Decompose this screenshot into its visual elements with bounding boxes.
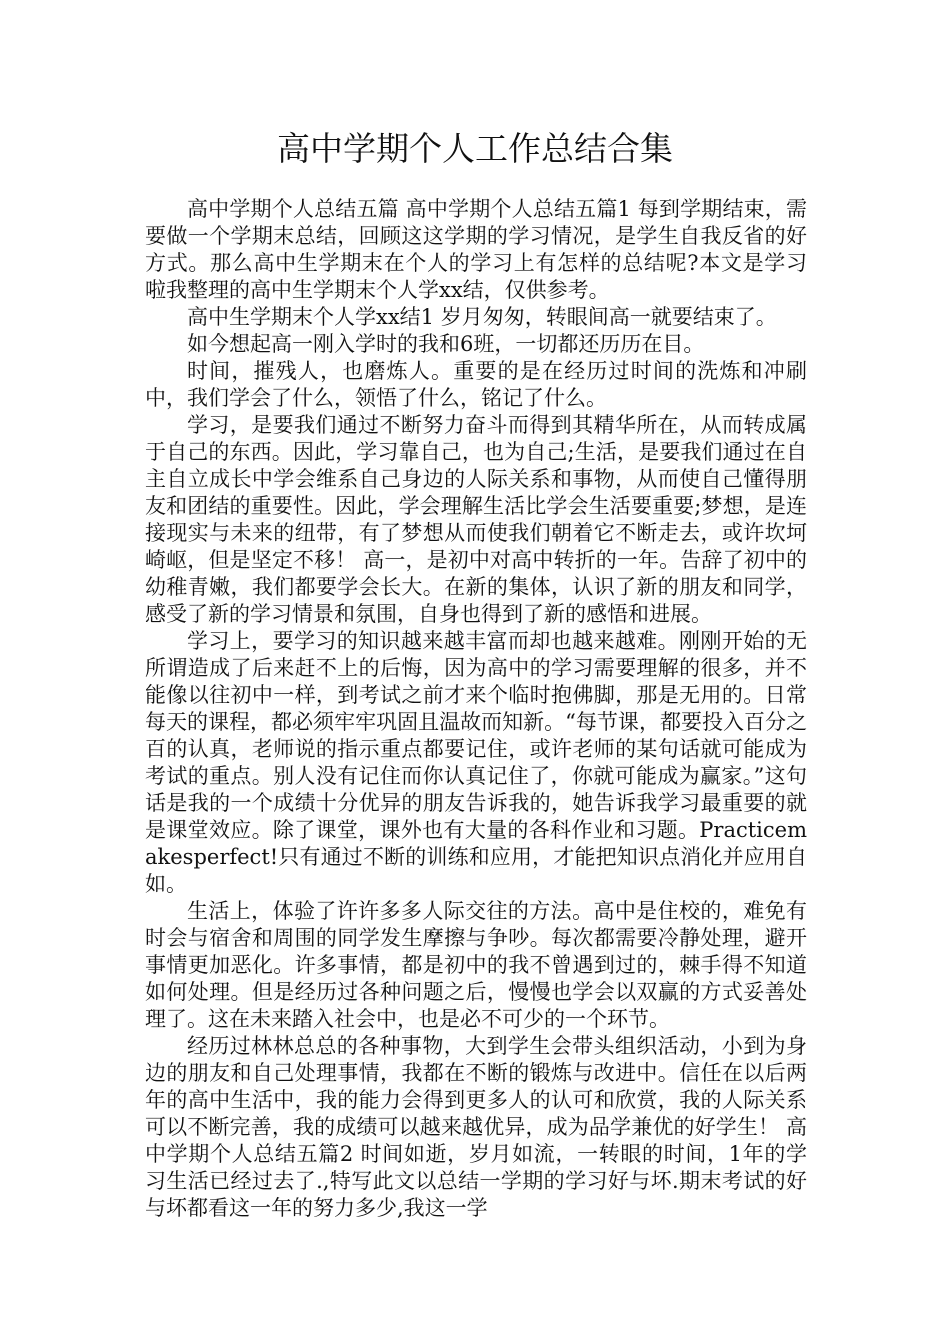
document-body bbox=[145, 196, 807, 1222]
paragraph: 如今想起高一刚入学时的我和6班，一切都还历历在目。 bbox=[187, 332, 705, 356]
paragraph: 学习上，要学习的知识越来越丰富而却也越来越难。刚刚开始的无所谓造成了后来赶不上的后悔，因为高中的学习需要理解的很多，并不能像以往初中一样，到考试之前才来个临时抱佛脚，那是无用的。日常每天的课程，都必须牢牢巩固且温故而知新。“每节课，都要投入百分之百的认真，老师说的指示重点都要记住，或许老师的某句话就可能成为考试的重点。别人没有记住而你认真记住了，你就可能成为赢家。”这句话是我的一个成绩十分优异的朋友告诉我的，她告诉我学习最重要的就是课堂效应。除了课堂，课外也有大量的各科作业和习题。Practicemakesperfect!只有通过不断的训练和应用，才能把知识点消化并应用自如。 bbox=[145, 629, 807, 896]
paragraph: 经历过林林总总的各种事物，大到学生会带头组织活动，小到为身边的朋友和自己处理事情，我都在不断的锻炼与改进中。信任在以后两年的高中生活中，我的能力会得到更多人的认可和欣赏，我的人际关系可以不断完善，我的成绩可以越来越优异，成为品学兼优的好学生！ 高中学期个人总结五篇2 时间如逝，岁月如流，一转眼的时间，1年的学习生活已经过去了.,特写此文以总结一学期的学习好与坏.期末考试的好与坏都看这一年的努力多少,我这一学 bbox=[145, 1034, 807, 1220]
paragraph: 高中学期个人总结五篇 高中学期个人总结五篇1 每到学期结束，需要做一个学期末总结，回顾这这学期的学习情况，是学生自我反省的好方式。那么高中生学期末在个人的学习上有怎样的总结呢?本文是学习啦我整理的高中生学期末个人学xx结，仅供参考。 bbox=[145, 197, 807, 302]
paragraph: 高中生学期末个人学xx结1 岁月匆匆，转眼间高一就要结束了。 bbox=[187, 305, 777, 329]
document-title: 高中学期个人工作总结合集 bbox=[277, 129, 673, 168]
paragraph: 学习，是要我们通过不断努力奋斗而得到其精华所在，从而转成属于自己的东西。因此，学习靠自己，也为自己;生活，是要我们通过在自主自立成长中学会维系自己身边的人际关系和事物，从而使自己懂得朋友和团结的重要性。因此，学会理解生活比学会生活要重要;梦想，是连接现实与未来的纽带，有了梦想从而使我们朝着它不断走去，或许坎坷崎岖，但是坚定不移！ 高一，是初中对高中转折的一年。告辞了初中的幼稚青嫩，我们都要学会长大。在新的集体，认识了新的朋友和同学，感受了新的学习情景和氛围，自身也得到了新的感悟和进展。 bbox=[145, 413, 807, 626]
paragraph: 时间，摧残人，也磨炼人。重要的是在经历过时间的洗炼和冲刷中，我们学会了什么，领悟了什么，铭记了什么。 bbox=[145, 359, 807, 410]
paragraph: 生活上，体验了许许多多人际交往的方法。高中是住校的，难免有时会与宿舍和周围的同学发生摩擦与争吵。每次都需要冷静处理，避开事情更加恶化。许多事情，都是初中的我不曾遇到过的，棘手得不知道如何处理。但是经历过各种问题之后，慢慢也学会以双赢的方式妥善处理了。这在未来踏入社会中，也是必不可少的一个环节。 bbox=[145, 899, 807, 1031]
